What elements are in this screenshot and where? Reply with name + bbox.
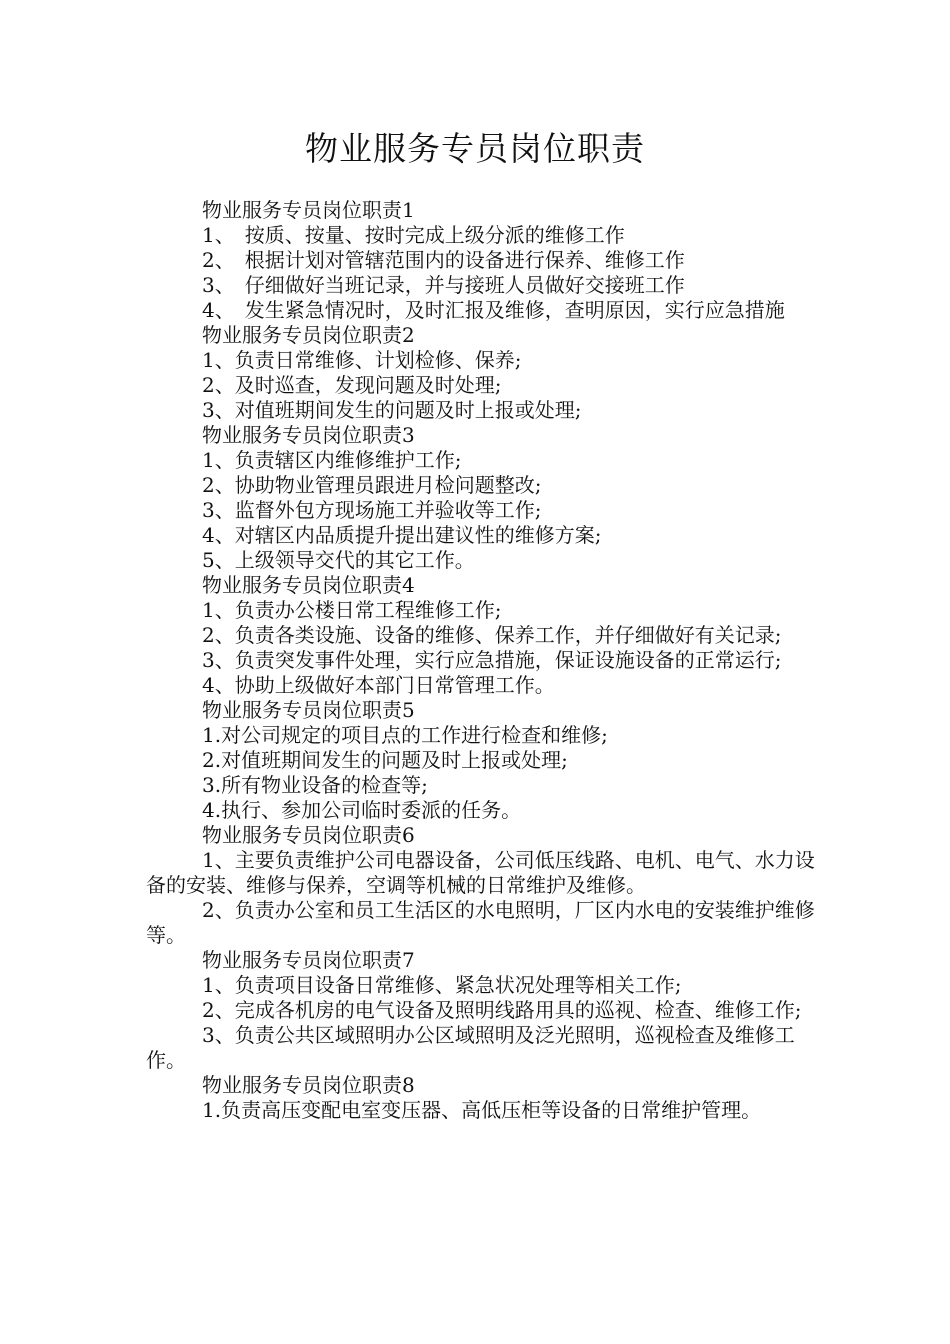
list-item: 1.负责高压变配电室变压器、高低压柜等设备的日常维护管理。: [202, 1098, 762, 1122]
section-heading: 物业服务专员岗位职责4: [202, 573, 415, 597]
section-heading: 物业服务专员岗位职责5: [202, 698, 415, 722]
list-item: 2、完成各机房的电气设备及照明线路用具的巡视、检查、维修工作;: [202, 998, 802, 1022]
list-item: 1、负责日常维修、计划检修、保养;: [202, 348, 522, 372]
list-item: 5、上级领导交代的其它工作。: [202, 548, 475, 572]
list-item: 1、负责辖区内维修维护工作;: [202, 448, 462, 472]
list-item: 3、对值班期间发生的问题及时上报或处理;: [202, 398, 582, 422]
list-item: 4、对辖区内品质提升提出建议性的维修方案;: [202, 523, 602, 547]
document-title: 物业服务专员岗位职责: [305, 129, 645, 168]
list-item: 1、负责办公楼日常工程维修工作;: [202, 598, 502, 622]
list-item: 2、负责各类设施、设备的维修、保养工作，并仔细做好有关记录;: [202, 623, 782, 647]
section-heading: 物业服务专员岗位职责2: [202, 323, 415, 347]
list-item: 2、及时巡查，发现问题及时处理;: [202, 373, 502, 397]
section-heading: 物业服务专员岗位职责3: [202, 423, 415, 447]
list-item: 1、 按质、按量、按时完成上级分派的维修工作: [202, 223, 625, 247]
list-item: 3、负责突发事件处理，实行应急措施，保证设施设备的正常运行;: [202, 648, 782, 672]
section-heading: 物业服务专员岗位职责6: [202, 823, 415, 847]
section-heading: 物业服务专员岗位职责8: [202, 1073, 415, 1097]
list-item: 1、主要负责维护公司电器设备，公司低压线路、电机、电气、水力设备的安装、维修与保养，空调等机械的日常维护及维修。: [146, 848, 815, 897]
document-body: [146, 198, 826, 1123]
list-item: 3.所有物业设备的检查等;: [202, 773, 428, 797]
section-heading: 物业服务专员岗位职责7: [202, 948, 415, 972]
list-item: 1.对公司规定的项目点的工作进行检查和维修;: [202, 723, 608, 747]
list-item: 1、负责项目设备日常维修、紧急状况处理等相关工作;: [202, 973, 682, 997]
list-item: 3、监督外包方现场施工并验收等工作;: [202, 498, 542, 522]
list-item: 2、负责办公室和员工生活区的水电照明，厂区内水电的安装维护维修等。: [146, 898, 815, 947]
section-heading: 物业服务专员岗位职责1: [202, 198, 415, 222]
list-item: 4、协助上级做好本部门日常管理工作。: [202, 673, 555, 697]
list-item: 2、协助物业管理员跟进月检问题整改;: [202, 473, 542, 497]
list-item: 2.对值班期间发生的问题及时上报或处理;: [202, 748, 568, 772]
list-item: 2、 根据计划对管辖范围内的设备进行保养、维修工作: [202, 248, 685, 272]
list-item: 3、 仔细做好当班记录，并与接班人员做好交接班工作: [202, 273, 685, 297]
list-item: 3、负责公共区域照明办公区域照明及泛光照明，巡视检查及维修工作。: [146, 1023, 795, 1072]
list-item: 4、 发生紧急情况时，及时汇报及维修，查明原因，实行应急措施: [202, 298, 785, 322]
list-item: 4.执行、参加公司临时委派的任务。: [202, 798, 522, 822]
